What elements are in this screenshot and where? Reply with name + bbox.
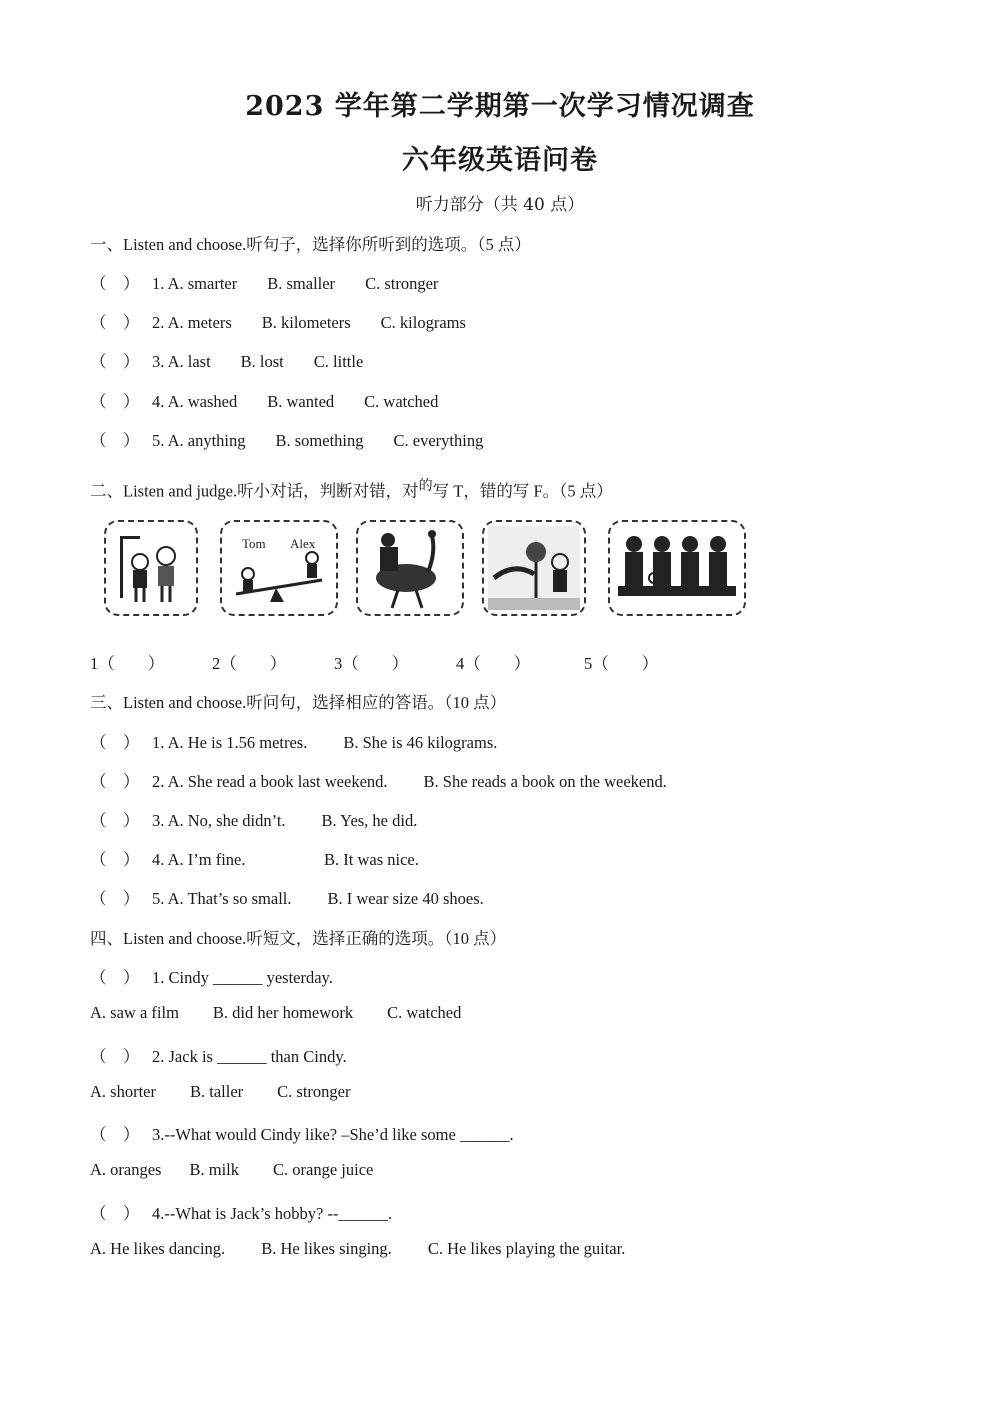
option-b: B. lost — [240, 352, 284, 371]
option-c: C. little — [313, 352, 364, 371]
answer-paren: （ ） — [90, 313, 140, 332]
judge-answer-5: 5（ ） — [584, 654, 659, 673]
answer-paren: （ ） — [90, 968, 140, 987]
option-b: B. She reads a book on the weekend. — [423, 772, 667, 791]
part3-question-5 — [90, 885, 514, 909]
answer-paren: （ ） — [90, 733, 140, 752]
part3-question-1 — [90, 729, 527, 753]
option-a: 2. A. She read a book last weekend. — [152, 772, 388, 791]
answer-paren: （ ） — [90, 811, 140, 830]
picture-2-seesaw — [220, 520, 338, 616]
part1-question-5 — [90, 427, 513, 451]
option-a: 1. A. He is 1.56 metres. — [152, 733, 308, 752]
part1-question-2 — [90, 309, 496, 333]
picture-5-group — [608, 520, 746, 616]
option-a: A. shorter — [90, 1082, 156, 1101]
option-b: B. He likes singing. — [261, 1239, 392, 1258]
option-a: A. He likes dancing. — [90, 1239, 226, 1258]
option-a: 3. A. No, she didn’t. — [152, 811, 286, 830]
option-c: C. kilograms — [380, 313, 466, 332]
part3-heading: 三、Listen and choose.听问句，选择相应的答语。（10 点） — [90, 693, 507, 712]
part3-question-2 — [90, 768, 697, 792]
picture-4-garden — [482, 520, 586, 616]
option-a: 3. A. last — [152, 352, 211, 371]
answer-paren: （ ） — [90, 1125, 140, 1144]
part4-options-3 — [90, 1160, 403, 1180]
answer-paren: （ ） — [90, 889, 140, 908]
part4-question-1 — [90, 964, 333, 988]
picture-3-ostrich — [356, 520, 464, 616]
answer-paren: （ ） — [90, 1047, 140, 1066]
option-b: B. taller — [189, 1082, 244, 1101]
option-b: B. Yes, he did. — [321, 811, 418, 830]
exam-subtitle: 六年级英语问卷 — [402, 145, 598, 176]
option-a: 1. A. smarter — [152, 274, 238, 293]
question-text: 2. Jack is ______ than Cindy. — [152, 1047, 347, 1066]
option-b: B. wanted — [267, 392, 335, 411]
part4-heading: 四、Listen and choose.听短文，选择正确的选项。（10 点） — [90, 929, 507, 948]
option-a: 5. A. That’s so small. — [152, 889, 292, 908]
option-c: C. everything — [393, 431, 484, 450]
part2-heading-sup: 的 — [418, 479, 433, 494]
option-a: A. oranges — [90, 1160, 162, 1179]
part1-question-3 — [90, 348, 393, 372]
option-c: C. watched — [364, 392, 439, 411]
part1-question-1 — [90, 270, 468, 294]
answer-paren: （ ） — [90, 392, 140, 411]
part3-question-4 — [90, 846, 449, 870]
judge-answer-4: 4（ ） — [456, 654, 531, 673]
option-b: B. It was nice. — [324, 850, 419, 869]
judge-answer-1: 1（ ） — [90, 654, 165, 673]
part1-question-4 — [90, 388, 468, 412]
answer-paren: （ ） — [90, 274, 140, 293]
answer-paren: （ ） — [90, 1204, 140, 1223]
part2-heading-b: 写 T，错的写 F。（5 点） — [432, 481, 613, 501]
listening-section-label: 听力部分（共 40 点） — [415, 195, 585, 215]
option-b: B. something — [275, 431, 364, 450]
option-b: B. She is 46 kilograms. — [343, 733, 498, 752]
answer-paren: （ ） — [90, 772, 140, 791]
part1-heading: 一、Listen and choose.听句子，选择你所听到的选项。（5 点） — [90, 235, 531, 254]
option-a: 4. A. I’m fine. — [152, 850, 246, 869]
option-c: C. watched — [387, 1003, 462, 1022]
part4-question-2 — [90, 1043, 347, 1067]
option-c: C. stronger — [365, 274, 439, 293]
option-c: C. stronger — [277, 1082, 351, 1101]
part4-question-4 — [90, 1200, 392, 1224]
answer-paren: （ ） — [90, 850, 140, 869]
tom-label: Tom — [242, 536, 266, 551]
answer-paren: （ ） — [90, 431, 140, 450]
option-b: B. smaller — [267, 274, 336, 293]
part4-options-1 — [90, 1003, 491, 1023]
option-c: C. He likes playing the guitar. — [427, 1239, 626, 1258]
option-b: B. I wear size 40 shoes. — [327, 889, 484, 908]
option-b: B. did her homework — [212, 1003, 354, 1022]
option-a: A. saw a film — [90, 1003, 179, 1022]
option-c: C. orange juice — [273, 1160, 374, 1179]
option-a: 2. A. meters — [152, 313, 232, 332]
part4-options-4 — [90, 1239, 655, 1259]
option-b: B. kilometers — [261, 313, 351, 332]
option-a: 4. A. washed — [152, 392, 238, 411]
judge-answer-3: 3（ ） — [334, 654, 409, 673]
part3-question-3 — [90, 807, 447, 831]
picture-1-measuring-height — [104, 520, 198, 616]
picture-row — [100, 520, 760, 630]
alex-label: Alex — [290, 536, 316, 551]
question-text: 1. Cindy ______ yesterday. — [152, 968, 333, 987]
question-text: 3.--What would Cindy like? –She’d like some ______. — [152, 1125, 514, 1144]
judge-answer-2: 2（ ） — [212, 654, 287, 673]
part4-question-3 — [90, 1121, 514, 1145]
exam-title: 2023 学年第二学期第一次学习情况调查 — [245, 91, 755, 122]
part2-heading-a: 二、Listen and judge.听小对话，判断对错，对 — [90, 481, 419, 501]
option-a: 5. A. anything — [152, 431, 246, 450]
part4-options-2 — [90, 1082, 380, 1102]
answer-paren: （ ） — [90, 352, 140, 371]
option-b: B. milk — [189, 1160, 239, 1179]
question-text: 4.--What is Jack’s hobby? --______. — [152, 1204, 393, 1223]
part2-heading — [90, 475, 613, 502]
